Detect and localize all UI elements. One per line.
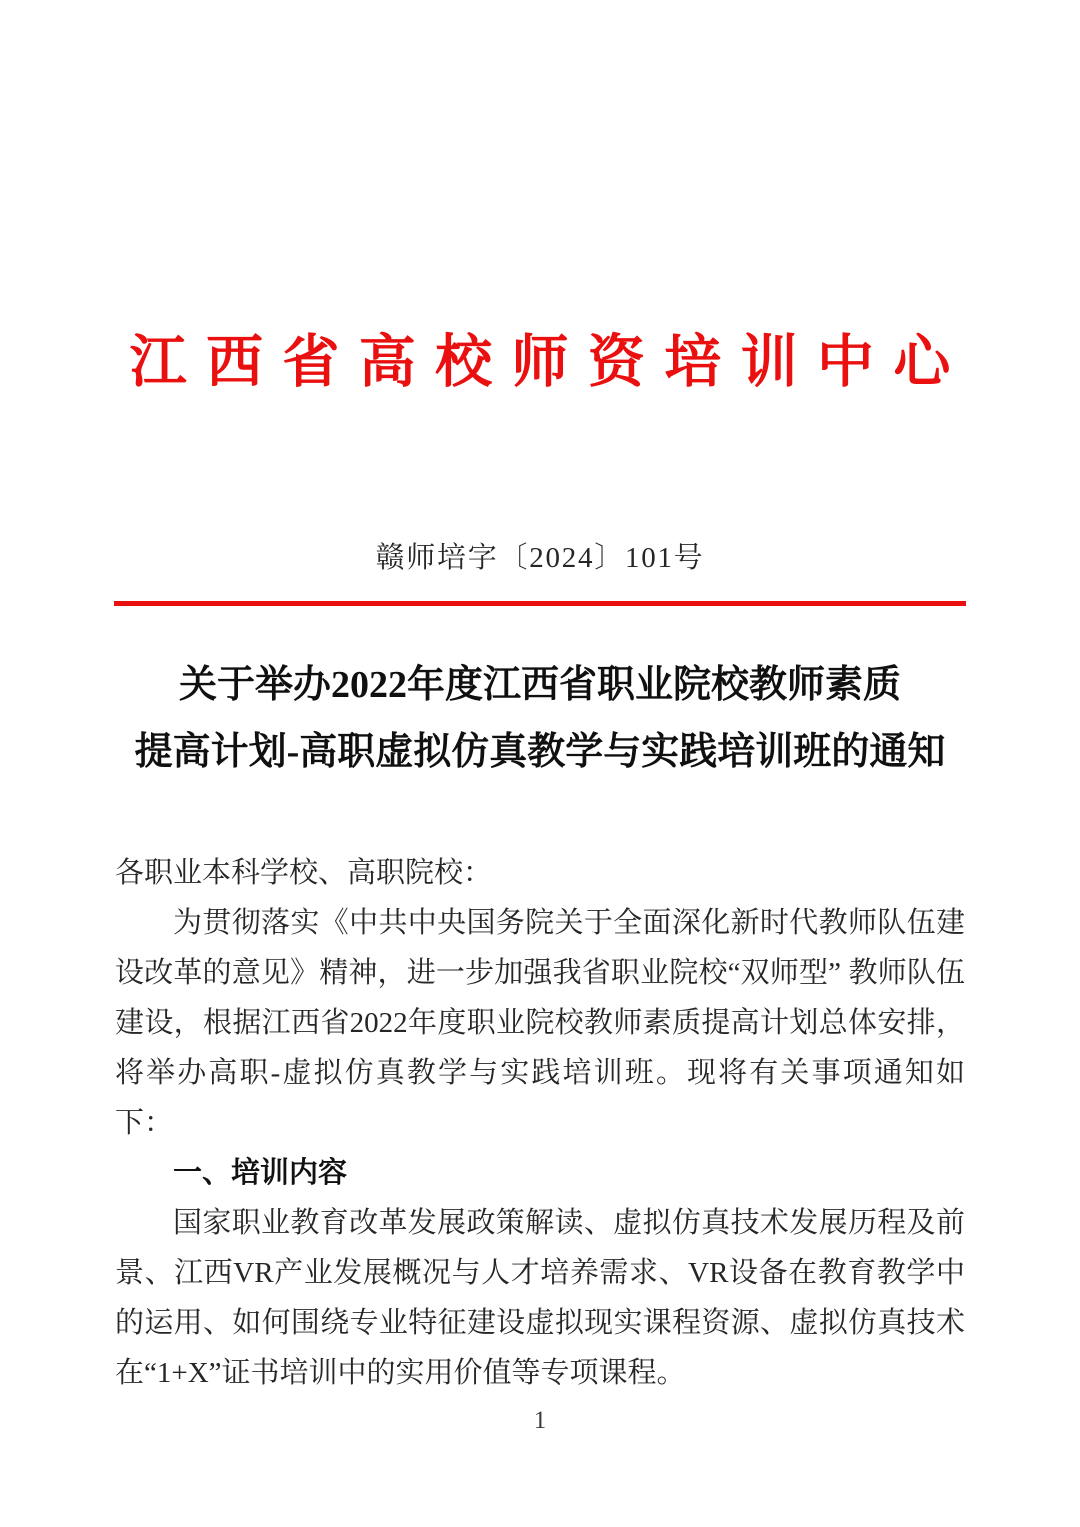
letterhead-title xyxy=(0,0,1080,394)
letterhead-title-text: 江西省高校师资培训中心 xyxy=(129,331,970,394)
document-body xyxy=(115,848,965,1398)
red-divider-line xyxy=(114,601,966,606)
document-title xyxy=(0,652,1080,786)
document-title-line-1: 关于举办2022年度江西省职业院校教师素质 xyxy=(178,664,901,706)
paragraph-opening: 为贯彻落实《中共中央国务院关于全面深化新时代教师队伍建设改革的意见》精神，进一步加强我省职业院校“双师型” 教师队伍建设，根据江西省2022年度职业院校教师素质提高计划总体安排，将举办高职-虚拟仿真教学与实践培训班。现将有关事项通知如下： xyxy=(115,907,965,1139)
document-number: 赣师培字〔2024〕101号 xyxy=(375,542,705,574)
page-number: 1 xyxy=(533,1407,547,1434)
paragraph-training-content: 国家职业教育改革发展政策解读、虚拟仿真技术发展历程及前景、江西VR产业发展概况与人才培养需求、VR设备在教育教学中的运用、如何围绕专业特征建设虚拟现实课程资源、虚拟仿真技术在“1+X”证书培训中的实用价值等专项课程。 xyxy=(115,1207,965,1389)
document-title-line-2: 提高计划-高职虚拟仿真教学与实践培训班的通知 xyxy=(134,731,946,773)
salutation: 各职业本科学校、高职院校： xyxy=(115,857,493,889)
section-heading-training-content: 一、培训内容 xyxy=(173,1157,348,1189)
